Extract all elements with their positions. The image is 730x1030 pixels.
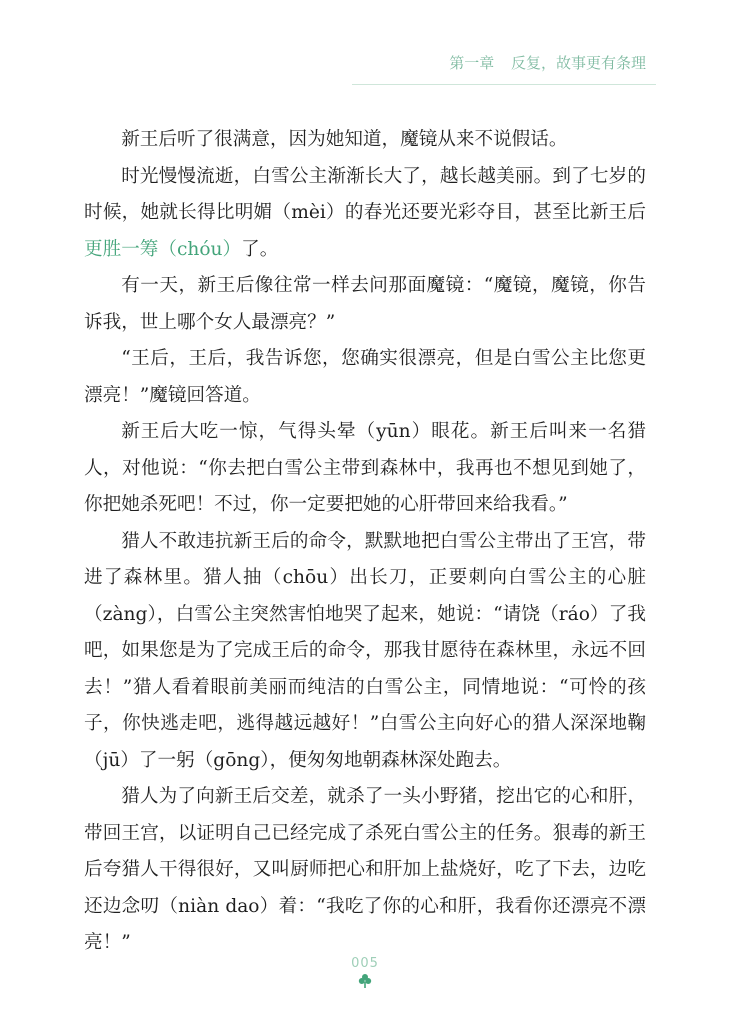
paragraph	[84, 341, 646, 414]
paragraph	[84, 524, 646, 780]
paragraph	[84, 268, 646, 341]
paragraph-text: 了。	[241, 238, 279, 260]
story-body	[84, 122, 646, 962]
page-footer	[0, 956, 730, 989]
chapter-label: 第一章	[449, 54, 495, 72]
paragraph	[84, 779, 646, 962]
paragraph-text: 新王后听了很满意，因为她知道，魔镜从来不说假话。	[121, 129, 568, 150]
page-number: 005	[351, 956, 379, 971]
running-header	[449, 52, 646, 73]
paragraph-text: 猎人为了向新王后交差，就杀了一头小野猪，挖出它的心和肝，带回王宫，以证明自己已经完成了杀死白雪公主的任务。狠毒的新王后夸猎人干得很好，又叫厨师把心和肝加上盐烧好，吃了下去，边吃还边念叨（niàn dao）着：“我吃了你的心和肝，我看你还漂亮不漂亮！”	[84, 786, 646, 953]
paragraph-text: 新王后大吃一惊，气得头晕（yūn）眼花。新王后叫来一名猎人，对他说：“你去把白雪公主带到森林中，我再也不想见到她了，你把她杀死吧！不过，你一定要把她的心肝带回来给我看。”	[84, 421, 646, 515]
paragraph-text: 时光慢慢流逝，白雪公主渐渐长大了，越长越美丽。到了七岁的时候，她就长得比明媚（mèi）的春光还要光彩夺目，甚至比新王后	[84, 165, 646, 223]
highlighted-idiom: 更胜一筹（chóu）	[84, 238, 242, 260]
paragraph	[84, 159, 646, 269]
paragraph-text: 有一天，新王后像往常一样去问那面魔镜：“魔镜，魔镜，你告诉我，世上哪个女人最漂亮？”	[84, 275, 646, 333]
paragraph	[84, 414, 646, 524]
clover-ornament-icon	[358, 973, 372, 989]
header-divider	[352, 84, 656, 85]
paragraph-text: “王后，王后，我告诉您，您确实很漂亮，但是白雪公主比您更漂亮！”魔镜回答道。	[84, 348, 646, 406]
paragraph-text: 猎人不敢违抗新王后的命令，默默地把白雪公主带出了王宫，带进了森林里。猎人抽（chōu）出长刀，正要刺向白雪公主的心脏（zàng），白雪公主突然害怕地哭了起来，她说：“请饶（ráo）了我吧，如果您是为了完成王后的命令，那我甘愿待在森林里，永远不回去！”猎人看着眼前美丽而纯洁的白雪公主，同情地说：“可怜的孩子，你快逃走吧，逃得越远越好！”白雪公主向好心的猎人深深地鞠（jū）了一躬（gōng），便匆匆地朝森林深处跑去。	[84, 530, 646, 771]
paragraph	[84, 122, 646, 159]
chapter-title: 反复，故事更有条理	[510, 54, 646, 72]
